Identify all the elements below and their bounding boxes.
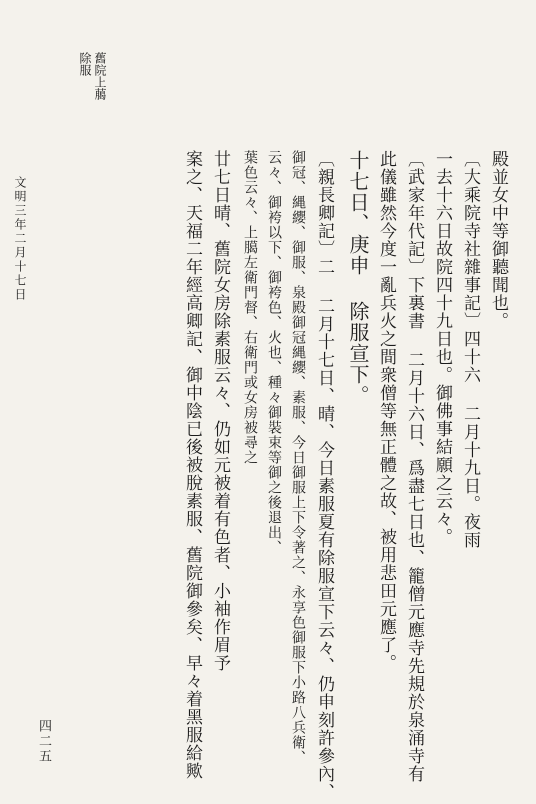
- text-column-11: 廿七日晴、舊院女房除素服云々、仍如元被着有色者、小袖作眉予: [210, 150, 230, 672]
- text-column-5: 此儀雖然今度一亂兵火之間衆僧等無正體之故、被用悲田元應了。: [376, 150, 396, 672]
- text-column-8: 御冠、縄纓、御服、泉殿御冠縄纓、素服、今日御服上下令著之、永享色御服下小路八兵衛、: [290, 150, 306, 765]
- text-column-7: 〔親長卿記〕二 二月十七日、晴、今日素服夏有除服宣下云々、仍申刻許參內、: [314, 150, 334, 801]
- text-column-2: 〔大乘院寺社雜事記〕四十六 二月十九日。夜雨: [460, 150, 480, 549]
- text-column-9: 云々、御袴以下、御袴色、火也、種々御裝束等御之後退出、: [266, 150, 282, 555]
- header-line-1: 舊院上﨟: [93, 52, 107, 100]
- page-number: 四二五: [36, 719, 51, 764]
- text-column-6: 十七日、庚申 除服宣下。: [346, 150, 370, 406]
- text-column-4: 〔武家年代記〕下裏書 二月十六日、爲盡七日也、籠僧元應寺先規於泉涌寺有: [404, 150, 424, 783]
- text-column-1: 殿並女中等御聽聞也。: [488, 150, 508, 330]
- text-column-3: 一去十六日故院四十九日也。御佛事結願之云々。: [432, 150, 452, 546]
- text-column-12: 案之、天福二年經高卿記、御中陰已後被脫素服、舊院御參矣、早々着黑服給歟: [182, 150, 202, 780]
- text-column-10: 葉色云々、上臈左衛門督、右衛門或女房被尋之: [242, 150, 258, 465]
- header-line-2: 除服: [78, 52, 92, 76]
- margin-date: 文明三年二月十七日: [13, 176, 27, 302]
